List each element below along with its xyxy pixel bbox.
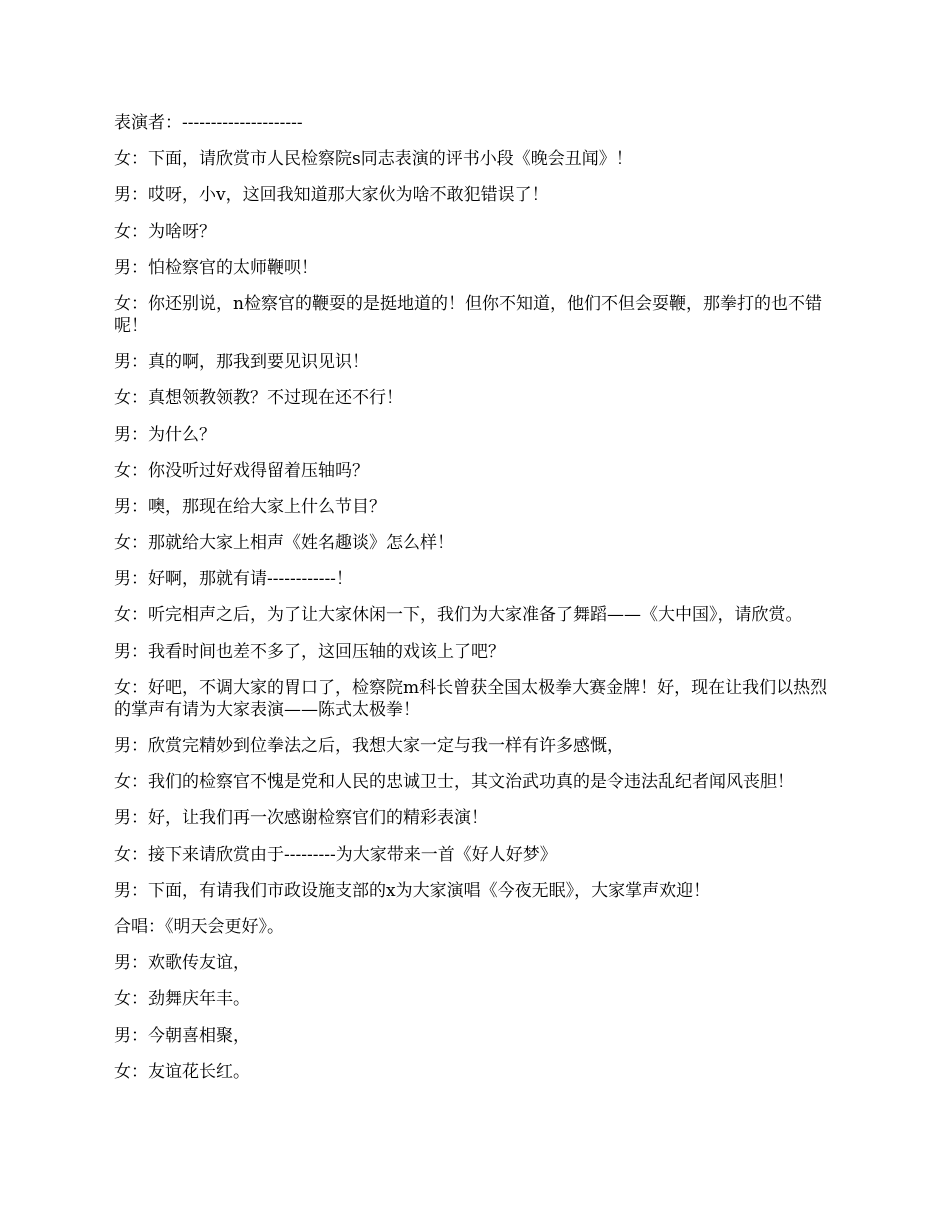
- dialogue-line: 男：我看时间也差不多了，这回压轴的戏该上了吧？: [114, 641, 505, 662]
- dialogue-line: 女：接下来请欣赏由于---------为大家带来一首《好人好梦》: [114, 844, 557, 865]
- performer-line: 表演者：---------------------: [114, 113, 303, 133]
- dialogue-line: 男：噢，那现在给大家上什么节目？: [114, 496, 386, 517]
- dialogue-line: 男：怕检察官的太师鞭呗！: [114, 257, 318, 278]
- dialogue-line: 男：今朝喜相聚，: [114, 1025, 250, 1046]
- dialogue-line: 男：欢歌传友谊，: [114, 953, 250, 974]
- dialogue-line: 男：好，让我们再一次感谢检察官们的精彩表演！: [114, 808, 488, 829]
- dialogue-line: 女：好吧，不调大家的胃口了，检察院m科长曾获全国太极拳大赛金牌！好，现在让我们以热烈的掌声有请为大家表演——陈式太极拳！: [114, 677, 828, 720]
- dialogue-line: 女：听完相声之后，为了让大家休闲一下，我们为大家准备了舞蹈——《大中国》，请欣赏。: [114, 605, 803, 626]
- dialogue-line: 女：真想领教领教？不过现在还不行！: [114, 388, 403, 409]
- dialogue-line: 女：那就给大家上相声《姓名趣谈》怎么样！: [114, 533, 454, 554]
- dialogue-line: 女：我们的检察官不愧是党和人民的忠诚卫士，其文治武功真的是令违法乱纪者闻风丧胆！: [114, 772, 794, 793]
- dialogue-line: 男：下面，有请我们市政设施支部的x为大家演唱《今夜无眠》，大家掌声欢迎！: [114, 880, 711, 901]
- dialogue-line: 男：好啊，那就有请------------！: [114, 569, 353, 590]
- document-page: [114, 112, 839, 1097]
- chorus-line: 合唱：《明天会更好》。: [114, 916, 284, 937]
- dialogue-line: 女：劲舞庆年丰。: [114, 989, 250, 1010]
- dialogue-line: 女：你没听过好戏得留着压轴吗？: [114, 460, 369, 481]
- dialogue-line: 女：你还别说，n检察官的鞭耍的是挺地道的！但你不知道，他们不但会耍鞭，那拳打的也不错呢！: [114, 293, 822, 336]
- dialogue-line: 男：欣赏完精妙到位拳法之后，我想大家一定与我一样有许多感慨，: [114, 736, 624, 756]
- dialogue-line: 女：友谊花长红。: [114, 1061, 250, 1082]
- dialogue-line: 女：为啥呀？: [114, 221, 216, 242]
- dialogue-line: 男：哎呀，小v，这回我知道那大家伙为啥不敢犯错误了！: [114, 185, 549, 206]
- dialogue-line: 男：真的啊，那我到要见识见识！: [114, 352, 369, 373]
- dialogue-line: 女：下面，请欣赏市人民检察院s同志表演的评书小段《晚会丑闻》！: [114, 149, 633, 170]
- dialogue-line: 男：为什么？: [114, 424, 216, 445]
